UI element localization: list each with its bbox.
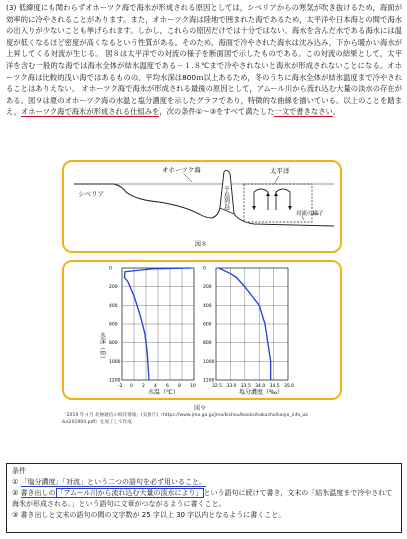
salinity-axis-label: 塩分濃度（‰） [239,389,284,396]
label-kuril: 千島列島 [222,186,230,210]
temperature-x-tick: 6 [166,384,169,389]
temperature-x-tick: -2 [118,384,123,389]
temperature-y-tick: 600 [109,322,118,328]
temperature-y-tick: 800 [109,341,118,347]
temperature-y-tick: 1200 [109,378,121,384]
salinity-y-tick: 0 [203,266,206,272]
figure-8-caption: 図８ [195,241,208,248]
condition-2-pre: 書き出しの [20,489,56,497]
salinity-x-tick: 34.0 [255,384,266,389]
salinity-y-tick: 1000 [203,359,215,365]
salinity-x-tick: 32.5 [212,384,223,389]
question-number: (3) [6,3,17,12]
temperature-x-tick: 10 [190,384,196,389]
temperature-y-tick: 0 [109,266,112,272]
salinity-y-tick: 400 [203,303,212,309]
temp-axis-label: 水温（℃） [148,389,179,396]
salinity-y-tick: 800 [203,341,212,347]
temperature-x-tick: 4 [154,384,157,389]
depth-axis-label: 水深（ｍ） [98,332,106,362]
underlined-instruction: オホーツク海で海氷が形成される仕組みを [21,107,160,117]
figure-9-caption: 図９ [194,405,207,412]
condition-3-text: 書き出しと文末の語句の間の文字数が 25 字以上 30 字以内となるように書くこと。 [20,511,286,519]
condition-3-number: ③ [12,511,19,519]
label-okhotsk: オホーツク海 [162,166,201,174]
conditions-title: 条件 [12,467,26,475]
question-text-1: 低緯度にも関わらずオホーツク海で海氷が形成される原因としては，シベリアからの寒気が吹き抜けるため，海面が効率的に冷やされることがあります。また，オホーツク海は陸地で囲まれた海であるため，太平洋や日本海との間で海水の出入りが少ないことも挙げられます。しかし，これらの原因だけでは十分ではない。海水を含んだ水である海水には温度が低くなるほど密度が高くなるという性質がある。そのため，海面で冷やされた海水は沈み込み，下から暖かい海水が上昇してくる対流が生じる。 [6,3,402,59]
condition-2 [12,488,396,510]
question-paragraph [6,2,402,118]
temperature-y-tick: 200 [109,285,118,291]
source-line-1: 「2019 年４月 北極通信の海洋情報」(気象庁)（https://www.jma.go.jp/jma/kishou/books/hakusho/kaiyo_info_uk [62,413,309,418]
convection-loop-right [276,189,290,210]
salinity-x-tick: 35.0 [284,384,295,389]
condition-1-text: 「塩分濃度」「対流」という二つの語句を必ず用いること。 [20,478,207,486]
temperature-panel [109,266,196,390]
seabed-profile [74,170,334,226]
salinity-x-tick: 34.5 [269,384,280,389]
figure-8-box [62,160,342,253]
figure-9-chart [64,262,339,397]
figure-8-diagram [64,162,339,250]
question-text-4: ，次の条件①～③をすべて満たした [159,107,275,117]
condition-1 [12,477,396,488]
question-text-5: 。 [332,107,341,117]
temperature-x-tick: 2 [142,384,145,389]
condition-2-post: という語句に続けて書き，文末の「結氷温度まで冷やされて海氷が形成される。」という語句に文章がつながるように書くこと。 [12,489,393,508]
temperature-y-tick: 400 [109,303,118,309]
condition-2-quote: 「アムール川から流れ込む大量の淡水により」 [56,489,203,497]
salinity-y-tick: 200 [203,285,212,291]
condition-3 [12,510,396,521]
source-line-2: ika201904.pdf）を加工して作成 [62,419,132,425]
salinity-panel [203,266,294,390]
salinity-y-tick: 1200 [203,378,215,384]
temperature-x-tick: 8 [178,384,181,389]
temperature-x-tick: 0 [130,384,133,389]
convection-loop-left [254,189,268,210]
label-pacific: 太平洋 [270,167,290,175]
condition-2-number: ② [12,489,19,497]
underlined-instruction-2: 一文で書きなさい [274,107,333,117]
temperature-y-tick: 1000 [109,359,121,365]
question-text-2: 図８は太平洋での対流の様子を断面図で示したものである。この対流の結果として，太平洋を含む一般的な海では海水全体が結氷温度である－１.８℃まで冷やされないと海氷が形成されないことになる。オホーツク海は比較的浅い海ではあるものの，平均水深は800ｍ以上あるため，冬のうちに海水全体が結氷温度まで冷やされることはありえない。 [6,49,402,94]
salinity-x-tick: 33.5 [240,384,251,389]
question-text-3: オホーツク海で海氷が形成される最後の原因として，アムール川から流れ込む大量の淡水の存在がある。図９は夏のオホーツク海の水温と塩分濃度を示したグラフであり，特徴的な曲線を描いている。以上のことを踏まえ， [6,84,402,117]
source-citation [62,413,362,426]
salinity-x-tick: 33.0 [226,384,237,389]
label-siberia: シベリア [78,190,104,198]
salinity-y-tick: 600 [203,322,212,328]
label-convection: 対流の様子 [296,211,324,217]
condition-1-number: ① [12,478,19,486]
conditions-box [6,463,402,533]
figure-9-box [62,260,342,400]
